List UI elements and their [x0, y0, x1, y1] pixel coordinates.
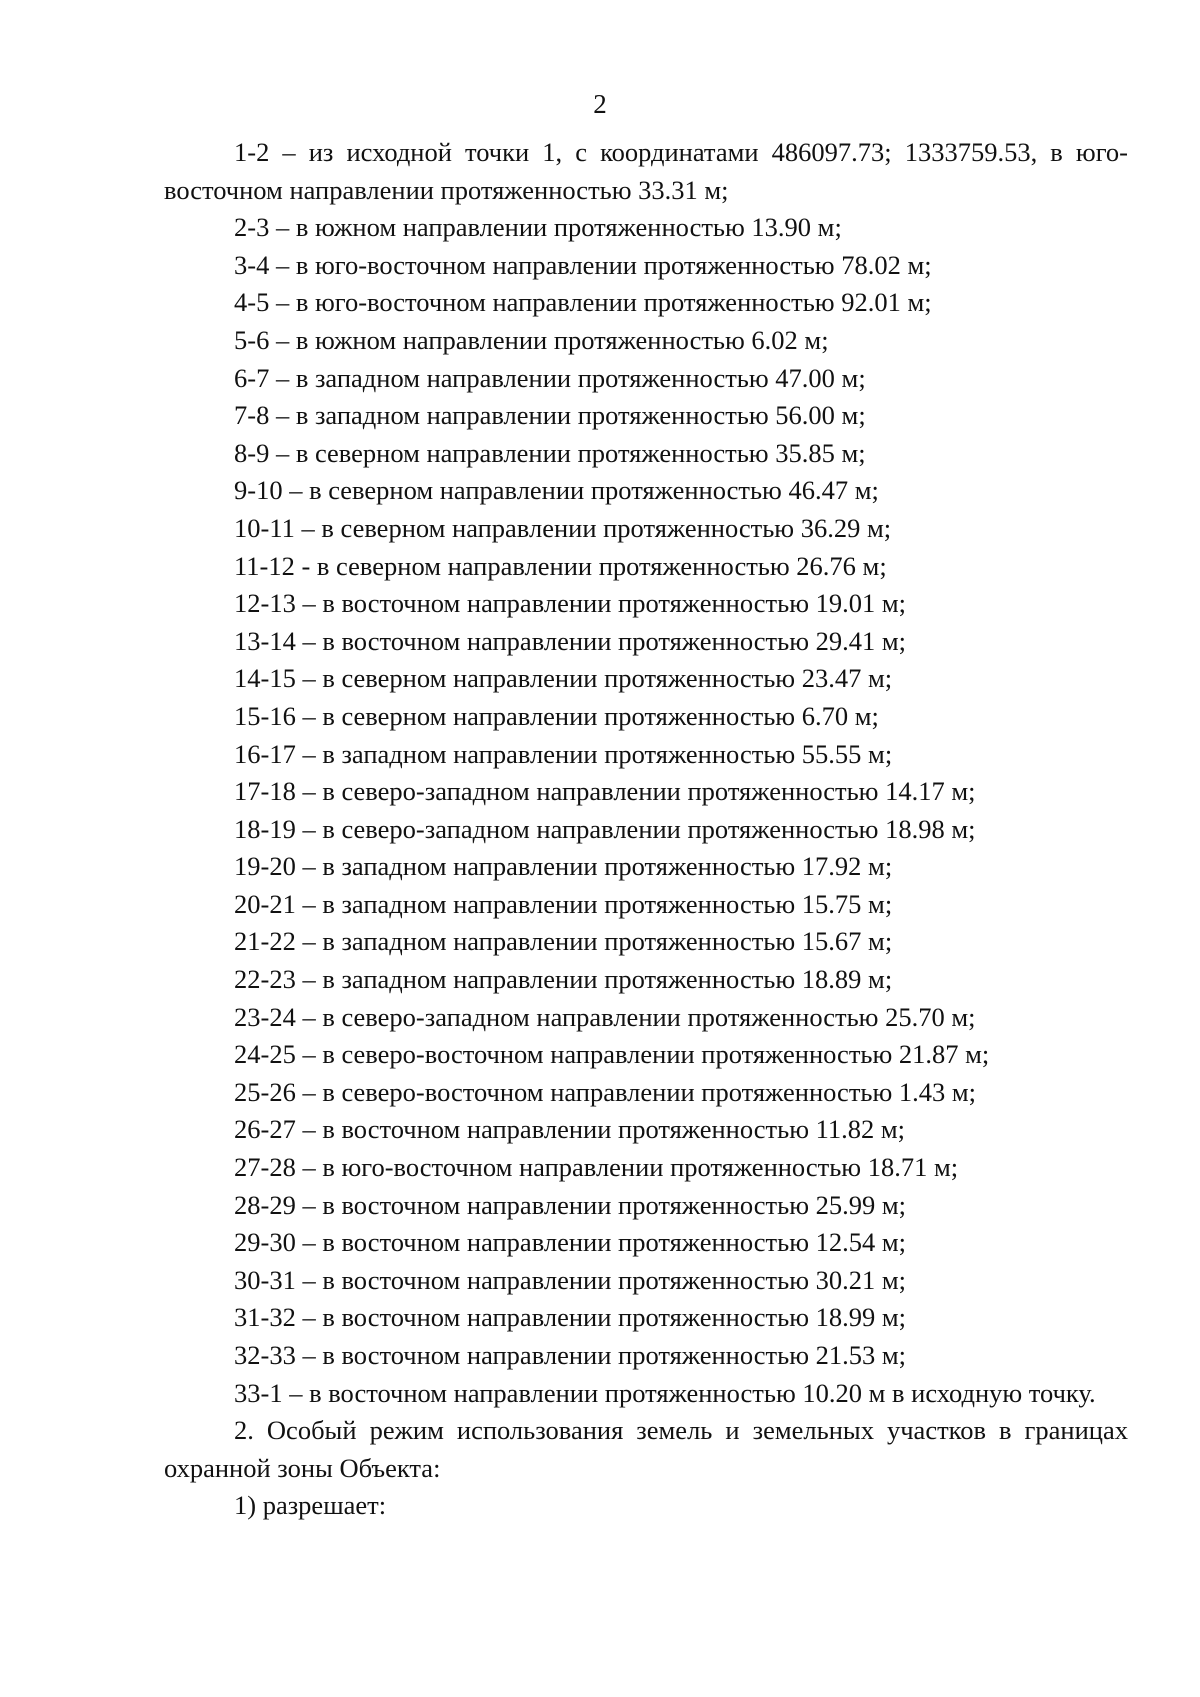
boundary-segment: 22-23 – в западном направлении протяженностью 18.89 м; — [234, 964, 893, 995]
boundary-segment: 15-16 – в северном направлении протяженностью 6.70 м; — [234, 700, 879, 731]
document-body — [164, 134, 1128, 1525]
boundary-segment: 30-31 – в восточном направлении протяженностью 30.21 м; — [234, 1264, 906, 1295]
boundary-segment: 27-28 – в юго-восточном направлении протяженностью 18.71 м; — [234, 1152, 959, 1183]
boundary-segment: 16-17 – в западном направлении протяженностью 55.55 м; — [234, 738, 893, 769]
boundary-segment: 21-22 – в западном направлении протяженностью 15.67 м; — [234, 926, 893, 957]
boundary-segment: 11-12 - в северном направлении протяженностью 26.76 м; — [234, 550, 887, 581]
subitem-1-heading: 1) разрешает: — [234, 1490, 387, 1521]
boundary-segment: 31-32 – в восточном направлении протяженностью 18.99 м; — [234, 1302, 906, 1333]
boundary-segment: 25-26 – в северо-восточном направлении протяженностью 1.43 м; — [234, 1076, 977, 1107]
boundary-segment: 3-4 – в юго-восточном направлении протяженностью 78.02 м; — [234, 249, 932, 280]
boundary-segment-final: 33-1 – в восточном направлении протяженностью 10.20 м в исходную точку. — [234, 1377, 1096, 1408]
boundary-segment: 26-27 – в восточном направлении протяженностью 11.82 м; — [234, 1114, 906, 1145]
boundary-segment: 9-10 – в северном направлении протяженностью 46.47 м; — [234, 475, 879, 506]
boundary-segment: 29-30 – в восточном направлении протяженностью 12.54 м; — [234, 1227, 906, 1258]
boundary-segment-intro: 1-2 – из исходной точки 1, с координатами 486097.73; 1333759.53, в юго-восточном направлении протяженностью 33.31 м; — [164, 137, 1128, 205]
boundary-segment: 28-29 – в восточном направлении протяженностью 25.99 м; — [234, 1189, 906, 1220]
boundary-segment: 8-9 – в северном направлении протяженностью 35.85 м; — [234, 437, 866, 468]
boundary-segment: 13-14 – в восточном направлении протяженностью 29.41 м; — [234, 625, 906, 656]
boundary-segment: 24-25 – в северо-восточном направлении протяженностью 21.87 м; — [234, 1039, 990, 1070]
boundary-segment: 19-20 – в западном направлении протяженностью 17.92 м; — [234, 851, 893, 882]
page-number: 2 — [593, 89, 607, 119]
boundary-segment: 10-11 – в северном направлении протяженностью 36.29 м; — [234, 512, 892, 543]
boundary-segment: 32-33 – в восточном направлении протяженностью 21.53 м; — [234, 1340, 906, 1370]
boundary-segment: 20-21 – в западном направлении протяженностью 15.75 м; — [234, 888, 893, 919]
boundary-segment: 23-24 – в северо-западном направлении протяженностью 25.70 м; — [234, 1001, 976, 1032]
section-2-paragraph: 2. Особый режим использования земель и земельных участков в границах охранной зоны Объекта: — [164, 1415, 1128, 1483]
boundary-segment: 12-13 – в восточном направлении протяженностью 19.01 м; — [234, 588, 906, 619]
boundary-segment: 18-19 – в северо-западном направлении протяженностью 18.98 м; — [234, 813, 976, 844]
boundary-segment: 5-6 – в южном направлении протяженностью 6.02 м; — [234, 324, 829, 355]
boundary-segment: 14-15 – в северном направлении протяженностью 23.47 м; — [234, 663, 893, 694]
boundary-segment: 17-18 – в северо-западном направлении протяженностью 14.17 м; — [234, 776, 976, 807]
boundary-segment: 7-8 – в западном направлении протяженностью 56.00 м; — [234, 400, 866, 431]
boundary-segment: 2-3 – в южном направлении протяженностью 13.90 м; — [234, 212, 842, 243]
boundary-segment: 4-5 – в юго-восточном направлении протяженностью 92.01 м; — [234, 287, 932, 318]
boundary-segment: 6-7 – в западном направлении протяженностью 47.00 м; — [234, 362, 866, 393]
boundary-segment-list — [164, 209, 1128, 1374]
